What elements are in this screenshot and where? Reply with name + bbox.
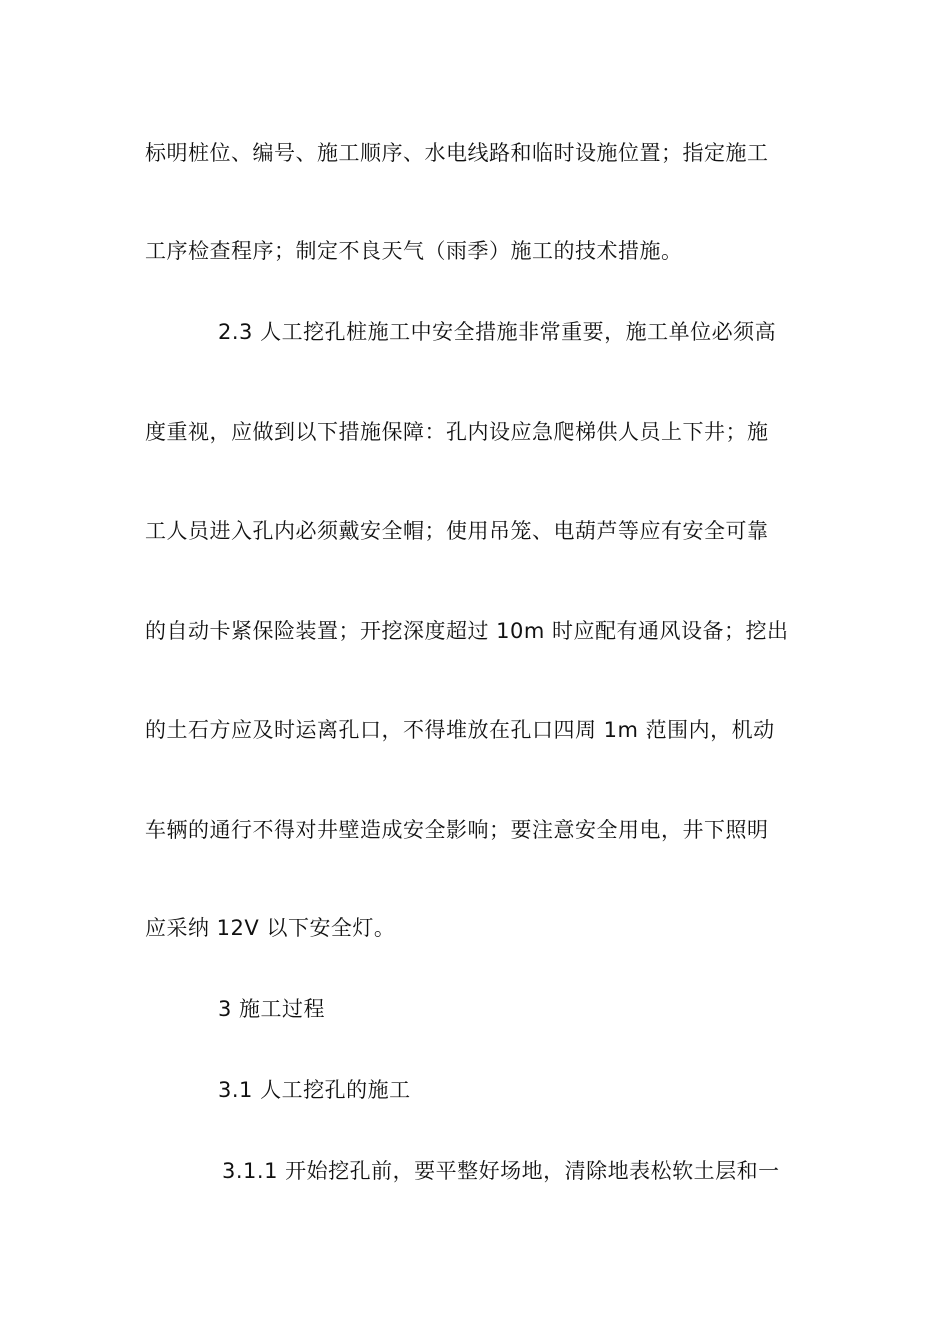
section-heading-3: 3 施工过程 xyxy=(218,997,326,1021)
text-line-4: 度重视，应做到以下措施保障：孔内设应急爬梯供人员上下井；施 xyxy=(145,420,769,444)
paragraph-3-1-1-start: 3.1.1 开始挖孔前，要平整好场地，清除地表松软土层和一 xyxy=(222,1159,780,1183)
text-line-5: 工人员进入孔内必须戴安全帽；使用吊笼、电葫芦等应有安全可靠 xyxy=(145,519,769,543)
text-line-8: 车辆的通行不得对井壁造成安全影响；要注意安全用电，井下照明 xyxy=(145,818,769,842)
paragraph-2-3-start: 2.3 人工挖孔桩施工中安全措施非常重要，施工单位必须高 xyxy=(218,320,777,344)
text-line-7: 的土石方应及时运离孔口，不得堆放在孔口四周 1m 范围内，机动 xyxy=(145,718,775,742)
section-heading-3-1: 3.1 人工挖孔的施工 xyxy=(218,1078,411,1102)
text-line-1: 标明桩位、编号、施工顺序、水电线路和临时设施位置；指定施工 xyxy=(145,141,769,165)
text-line-6: 的自动卡紧保险装置；开挖深度超过 10m 时应配有通风设备；挖出 xyxy=(145,619,789,643)
text-line-2: 工序检查程序；制定不良天气（雨季）施工的技术措施。 xyxy=(145,239,683,263)
text-line-9: 应采纳 12V 以下安全灯。 xyxy=(145,916,396,940)
